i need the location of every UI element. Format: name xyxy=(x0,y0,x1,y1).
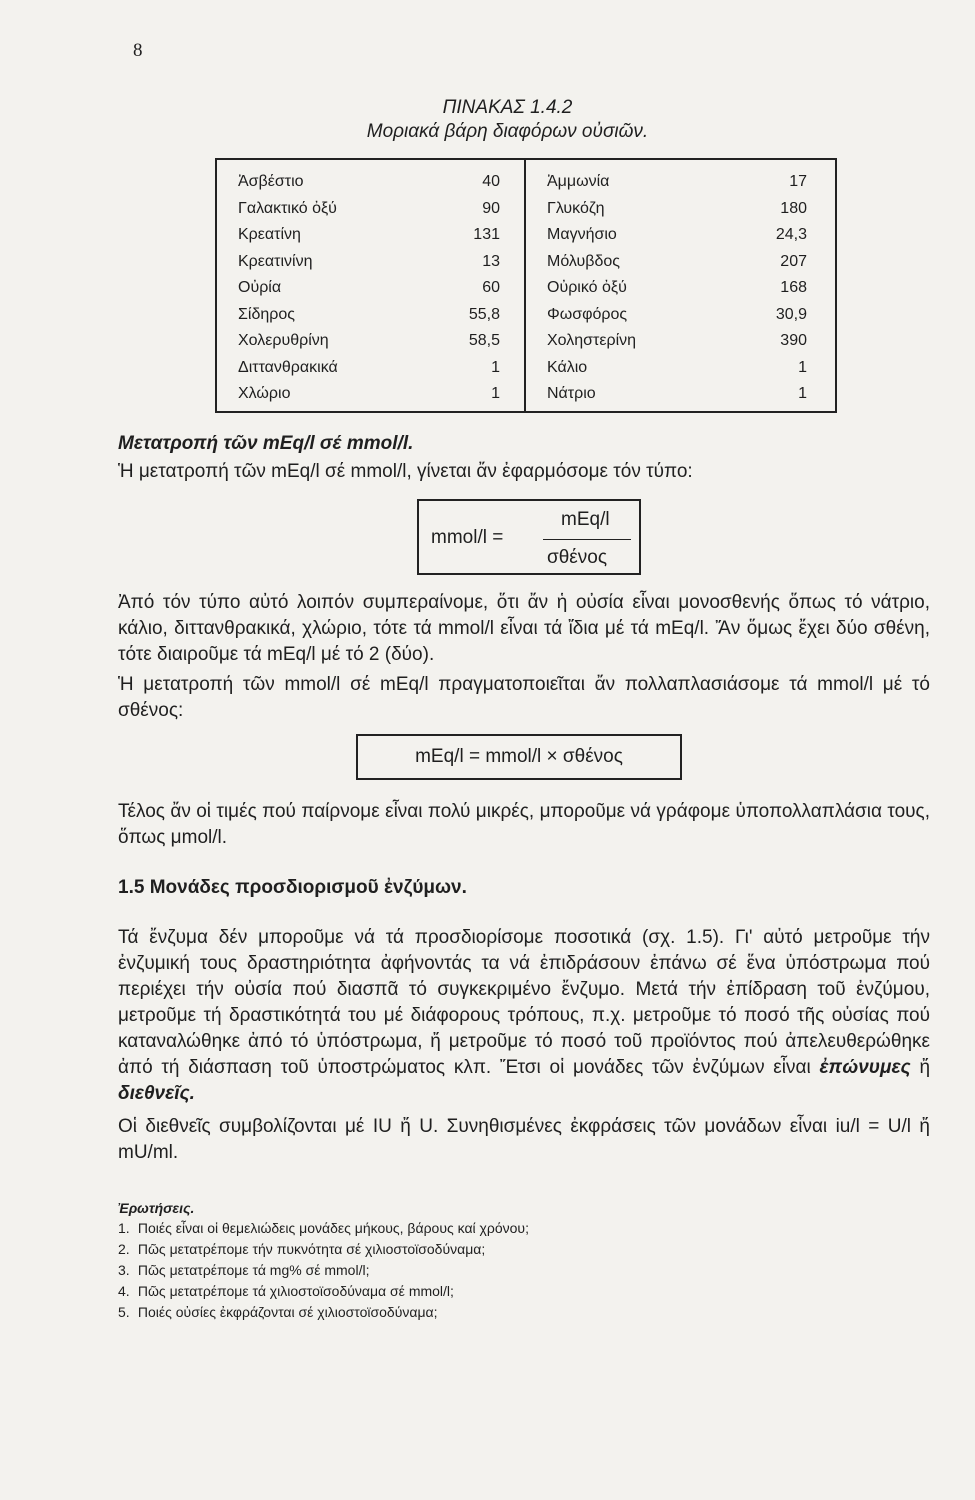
substance-name: Μαγνήσιο xyxy=(547,226,617,243)
formula-denominator: σθένος xyxy=(547,547,607,568)
substance-name: Φωσφόρος xyxy=(547,305,628,323)
table-caption xyxy=(0,96,975,144)
table-row xyxy=(217,222,524,249)
table-row xyxy=(526,222,835,249)
enzyme-paragraph-1 xyxy=(118,925,930,1107)
table-row xyxy=(526,381,835,408)
questions-title: Ἐρωτήσεις. xyxy=(118,1200,195,1216)
molecular-weight: 1 xyxy=(491,358,500,376)
list-item xyxy=(118,1218,529,1239)
table-row xyxy=(217,196,524,223)
conversion-heading: Μετατροπή τῶν mEq/l σέ mmol/l. xyxy=(118,433,414,454)
molecular-weight: 24,3 xyxy=(775,226,807,243)
molecular-weight: 60 xyxy=(482,279,500,296)
table-row xyxy=(526,169,835,196)
molecular-weights-table xyxy=(215,158,837,413)
question-number: 1. xyxy=(118,1220,130,1236)
question-text: Πῶς μετατρέπομε τά mg% σέ mmol/l; xyxy=(137,1262,370,1278)
substance-name: Οὐρία xyxy=(238,279,282,296)
molecular-weight: 90 xyxy=(482,199,500,217)
table-subtitle: Μοριακά βάρη διαφόρων οὐσιῶν. xyxy=(366,121,649,142)
connector-word: ἤ xyxy=(919,1057,931,1078)
molecular-weight: 40 xyxy=(482,173,500,190)
table-title: ΠΙΝΑΚΑΣ 1.4.2 xyxy=(442,97,573,118)
table-row xyxy=(217,275,524,302)
molecular-weight: 1 xyxy=(491,385,500,402)
emphasis-international: διεθνεῖς. xyxy=(118,1083,195,1104)
table-row xyxy=(217,249,524,276)
substance-name: Κρεατινίνη xyxy=(238,252,313,270)
fraction-bar xyxy=(543,539,631,540)
molecular-weight: 207 xyxy=(780,252,807,270)
section-heading: 1.5 Μονάδες προσδιορισμοῦ ἐνζύμων. xyxy=(118,877,467,898)
molecular-weight: 180 xyxy=(780,199,807,217)
molecular-weight: 17 xyxy=(789,173,807,190)
table-row xyxy=(217,355,524,382)
questions-list xyxy=(118,1218,529,1323)
substance-name: Νάτριο xyxy=(547,385,596,402)
enzyme-paragraph-2: Οἱ διεθνεῖς συμβολίζονται μέ IU ἤ U. Συνηθισμένες ἐκφράσεις τῶν μονάδων εἶναι iu/l = U/l ἤ mU/ml. xyxy=(118,1116,930,1163)
molecular-weight: 1 xyxy=(798,358,807,376)
substance-name: Οὐρικό ὀξύ xyxy=(547,279,627,296)
substance-name: Ἀσβέστιο xyxy=(238,173,304,190)
table-row xyxy=(217,302,524,329)
conversion-paragraph-3: Τέλος ἄν οἱ τιμές πού παίρνομε εἶναι πολύ μικρές, μποροῦμε νά γράφομε ὑποπολλαπλάσια τους, ὅπως μmol/l. xyxy=(118,801,930,848)
molecular-weight: 168 xyxy=(780,279,807,296)
substance-name: Διττανθρακικά xyxy=(238,358,338,376)
formula-numerator: mEq/l xyxy=(561,509,610,530)
list-item xyxy=(118,1302,529,1323)
emphasis-eponymous: ἐπώνυμες xyxy=(819,1057,911,1078)
table-row xyxy=(526,328,835,355)
table-row xyxy=(526,249,835,276)
conversion-paragraph-2: Ἡ μετατροπή τῶν mmol/l σέ mEq/l πραγματοποιεῖται ἄν πολλαπλασιάσομε τά mmol/l μέ τό σθένος: xyxy=(118,674,930,721)
substance-name: Σίδηρος xyxy=(238,305,295,323)
molecular-weight: 390 xyxy=(780,332,807,349)
conversion-intro: Ἡ μετατροπή τῶν mEq/l σέ mmol/l, γίνεται ἄν ἐφαρμόσομε τόν τύπο: xyxy=(118,461,693,482)
formula-mmol-box xyxy=(417,499,641,575)
table-row xyxy=(217,381,524,408)
substance-name: Γλυκόζη xyxy=(547,199,605,217)
list-item xyxy=(118,1239,529,1260)
table-row xyxy=(217,328,524,355)
molecular-weight: 58,5 xyxy=(468,332,500,349)
substance-name: Ἀμμωνία xyxy=(547,173,610,190)
table-right-column xyxy=(526,160,835,411)
molecular-weight: 13 xyxy=(482,252,500,270)
question-number: 4. xyxy=(118,1283,130,1299)
enzyme-paragraph-text: Τά ἔνζυμα δέν μποροῦμε νά τά προσδιορίσομε ποσοτικά (σχ. 1.5). Γι' αὐτό μετροῦμε τήν ἐνζυμική τους δραστηριότητα ἀφήνοντάς τα νά ἐπιδράσουν ἐπάνω σέ ἕνα ὑπόστρωμα πού περιέχει τήν οὐσία πού διασπᾶ τό συγκεκριμένο ἔνζυμο. Μετά τήν ἐπίδραση τοῦ ἐνζύμου, μετροῦμε τή δραστικότητά του μέ διάφορους τρόπους, π.χ. μετροῦμε τό ποσό τῆς οὐσίας πού καταναλώθηκε ἀπό τό ὑπόστρωμα, ἤ μετροῦμε τό ποσό τοῦ προϊόντος πού ἀπελευθερώθηκε ἀπό τή διάσπαση τοῦ ὑποστρώματος κλπ. Ἔτσι οἱ μονάδες τῶν ἐνζύμων εἶναι xyxy=(118,927,930,1078)
page-number: 8 xyxy=(133,40,143,61)
substance-name: Κρεατίνη xyxy=(238,226,301,243)
table-left-column xyxy=(217,160,526,411)
table-row xyxy=(217,169,524,196)
molecular-weight: 30,9 xyxy=(775,305,807,323)
substance-name: Χολερυθρίνη xyxy=(238,332,329,349)
question-text: Πῶς μετατρέπομε τά χιλιοστοϊσοδύναμα σέ mmol/l; xyxy=(137,1283,454,1299)
formula-meq-box: mEq/l = mmol/l × σθένος xyxy=(356,734,682,780)
question-text: Πῶς μετατρέπομε τήν πυκνότητα σέ χιλιοστοϊσοδύναμα; xyxy=(137,1241,486,1257)
substance-name: Κάλιο xyxy=(547,358,588,376)
molecular-weight: 1 xyxy=(798,385,807,402)
list-item xyxy=(118,1281,529,1302)
table-row xyxy=(526,355,835,382)
substance-name: Γαλακτικό ὀξύ xyxy=(238,199,337,217)
substance-name: Χοληστερίνη xyxy=(547,332,637,349)
molecular-weight: 55,8 xyxy=(468,305,500,323)
substance-name: Χλώριο xyxy=(238,385,291,402)
table-row xyxy=(526,302,835,329)
question-number: 3. xyxy=(118,1262,130,1278)
list-item xyxy=(118,1260,529,1281)
table-row xyxy=(526,275,835,302)
question-number: 2. xyxy=(118,1241,130,1257)
question-text: Ποιές οὐσίες ἐκφράζονται σέ χιλιοστοϊσοδύναμα; xyxy=(137,1304,438,1320)
question-number: 5. xyxy=(118,1304,130,1320)
question-text: Ποιές εἶναι οἱ θεμελιώδεις μονάδες μήκους, βάρους καί χρόνου; xyxy=(137,1220,529,1236)
conversion-paragraph-1: Ἀπό τόν τύπο αὐτό λοιπόν συμπεραίνομε, ὅτι ἄν ἡ οὐσία εἶναι μονοσθενής ὅπως τό νάτριο, κάλιο, διττανθρακικά, χλώριο, τότε τά mmol/l εἶναι τά ἴδια μέ τά mEq/l. Ἄν ὅμως ἔχει δύο σθένη, τότε διαιροῦμε τά mEq/l μέ τό 2 (δύο). xyxy=(118,592,930,665)
molecular-weight: 131 xyxy=(473,226,500,243)
substance-name: Μόλυβδος xyxy=(547,252,621,270)
table-row xyxy=(526,196,835,223)
formula-lhs: mmol/l = xyxy=(431,527,504,548)
